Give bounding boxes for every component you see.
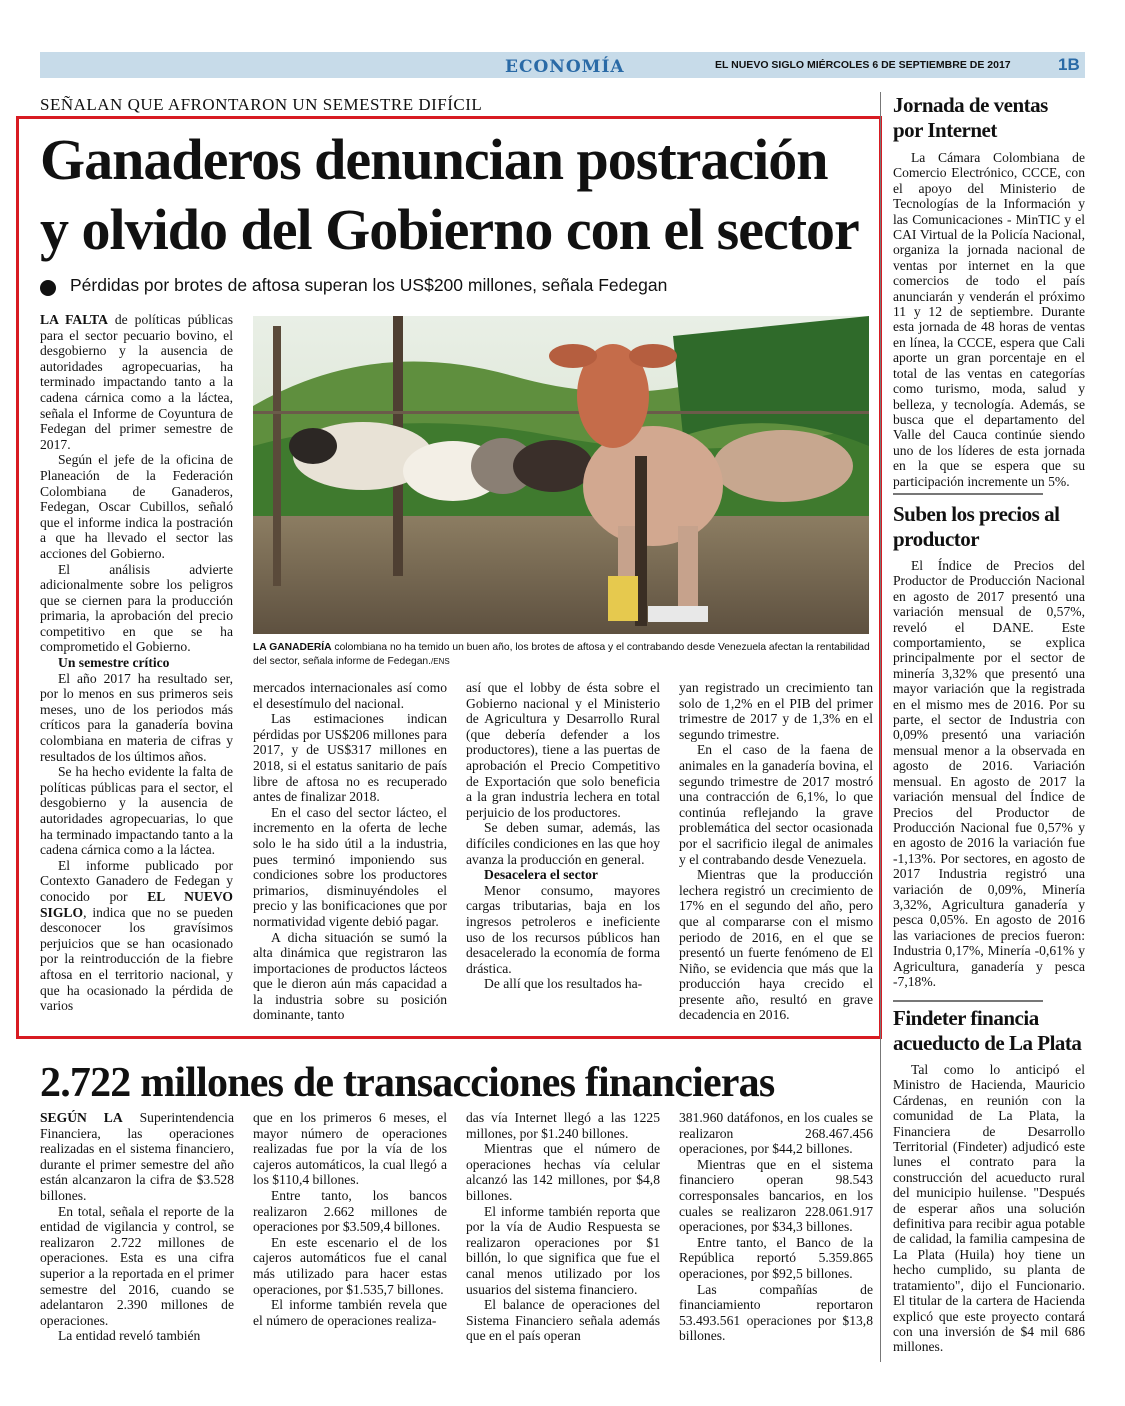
lead-in: LA FALTA xyxy=(40,312,108,327)
paragraph xyxy=(40,1110,234,1204)
paragraph: mercados internacionales así como el desestímulo del nacional. xyxy=(253,680,447,711)
bullet-icon xyxy=(40,280,56,296)
paragraph: Mientras que en el sistema financiero operan 98.543 corresponsales bancarios, en los cuales se realizaron 228.061.917 operaciones, por $34,3 billones. xyxy=(679,1156,873,1235)
cattle-photo xyxy=(253,316,869,634)
photo-credit: /ENS xyxy=(431,657,450,666)
paragraph: El Índice de Precios del Productor de Producción Nacional en agosto de 2017 presentó una variación mensual de 0,57%, reveló el DANE. Este comportamiento, se explica principalmente por el sector de minería 3,32% que presentó una mayor variación que la registrada en el mismo mes de 2016. Por su parte, el sector de Industria con 0,09% presentó una variación mensual menor a la observada en agosto de 2016. Variación mensual. En agosto de 2017 la variación mensual del Índice de Precios del Productor de Producción Nacional fue 0,57% y en agosto de 2016 la variación fue -1,13%. Por sectores, en agosto de 2017 Industria registró una variación de 0,09%, Minería 3,32%, Agricultura ganadería y pesca 0,05%. En agosto de 2016 las variaciones de precios fueron: Industria 0,17%, Minería -0,61% y Agricultura, ganadería y pesca -7,18%. xyxy=(893,558,1085,989)
paragraph: Se deben sumar, además, las difíciles condiciones en las que hoy avanza la producción en general. xyxy=(466,820,660,867)
newspaper-name: EL NUEVO SIGLO xyxy=(40,888,234,920)
paragraph: En este escenario el de los cajeros automáticos fue el canal más utilizado para hacer estas operaciones, por $1.535,7 billones. xyxy=(253,1234,447,1297)
article-column-3 xyxy=(466,680,660,992)
paragraph: En el caso del sector lácteo, el incremento en la oferta de leche solo le ha sido útil a la industria, pues terminó imponiendo sus condiciones sobre los productores primarios, disminuyéndoles el precio y las bonificaciones que por normatividad vigente debió pagar. xyxy=(253,804,447,929)
paragraph: El año 2017 ha resultado ser, por lo menos en sus primeros seis meses, uno de los periodos más críticos para la ganadería bovina colombiana en materia de cifras y resultados de los últimos años. xyxy=(40,670,233,764)
paragraph: Mientras que el número de operaciones hechas vía celular alcanzó las 142 millones, por $4,8 billones. xyxy=(466,1141,660,1203)
paragraph: En el caso de la faena de animales en la ganadería bovina, el segundo trimestre de 2017 mostró una contracción de 6,1%, lo que continúa reflejando la grave problemática del sector ocasionada por el sacrificio ilegal de animales y el contrabando desde Venezuela. xyxy=(679,742,873,867)
sidebar-text-3 xyxy=(893,1062,1085,1355)
paragraph xyxy=(40,312,233,452)
paragraph: La Cámara Colombiana de Comercio Electrónico, CCCE, con el apoyo del Ministerio de Tecnologías de la Información y las Comunicaciones - MinTIC y el CAI Virtual de la Policía Nacional, organiza la jornada nacional de ventas por internet en la que comercios de todo el país anunciarán y venderán el próximo 11 y 12 de septiembre. Durante esta jornada de 48 horas de ventas en línea, la CCCE, espera que Cali aporte un gran porcentaje en el total de las ventas en categorías como turismo, moda, salud y belleza, y tecnología. Además, se busca que el departamento del Valle del Cauca continúe siendo uno de los líderes de esta jornada en la que se espera que su participación incremente un 5%. xyxy=(893,150,1085,489)
caption-lead: LA GANADERÍA xyxy=(253,642,332,653)
sidebar-text-2 xyxy=(893,558,1085,989)
article-column-2 xyxy=(253,680,447,1023)
article-kicker: SEÑALAN QUE AFRONTARON UN SEMESTRE DIFÍCIL xyxy=(40,95,483,114)
photo-caption xyxy=(253,641,873,669)
paragraph: Se ha hecho evidente la falta de políticas públicas para el sector, el desgobierno y la ausencia de autoridades agropecuarias, lo que ha terminado impactando tanto a la cadena cárnica como a la láctea. xyxy=(40,764,233,858)
cattle-illustration xyxy=(253,316,869,634)
paragraph: El análisis advierte adicionalmente sobre los peligros que se ciernen para la producción primaria, la aprobación del precio competitivo en que se ha comprometido el Gobierno. xyxy=(40,561,233,655)
paragraph: así que el lobby de ésta sobre el Gobierno nacional y el Ministerio de Agricultura y Desarrollo Rural (que debería defender a los productores), tiene a las puertas de aprobación el Precio Competitivo de Exportación que solo beneficia a la gran industria lechera en total perjuicio de los productores. xyxy=(466,680,660,820)
sidebar-title-3: Findeter financia acueducto de La Plata xyxy=(893,1006,1082,1055)
paragraph: yan registrado un crecimiento tan solo de 1,2% en el PIB del primer trimestre de 2017 y de 1,3% en el segundo trimestre. xyxy=(679,680,873,742)
sidebar-title-1: Jornada de ventas por Internet xyxy=(893,93,1048,142)
paragraph-text: El informe publicado por Contexto Ganadero de Fedegan y conocido por xyxy=(40,857,233,904)
masthead-date: EL NUEVO SIGLO MIÉRCOLES 6 DE SEPTIEMBRE DE 2017 xyxy=(715,59,1011,71)
article-column-1 xyxy=(40,312,233,1014)
paragraph: Según el jefe de la oficina de Planeación de la Federación Colombiana de Ganaderos, Fedegan, Oscar Cubillos, señaló que el informe indica la postración a que ha llevado el sector las acciones del Gobierno. xyxy=(40,452,233,561)
paragraph: El balance de operaciones del Sistema Financiero señala además que en el país operan xyxy=(466,1297,660,1344)
paragraph: das vía Internet llegó a las 1225 millones, por $1.240 billones. xyxy=(466,1110,660,1141)
sidebar-text-1 xyxy=(893,150,1085,489)
paragraph: En total, señala el reporte de la entidad de vigilancia y control, se realizaron 2.722 millones de operaciones. Esta es una cifra superior a la reportada en el primer semestre del 2016, cuando se adelantaron 2.390 millones de operaciones. xyxy=(40,1203,234,1328)
second-column-1 xyxy=(40,1110,234,1344)
paragraph: A dicha situación se sumó la alta dinámica que registraron las importaciones de productos lácteos que le dieron aún más capacidad a la industria sobre su posición dominante, tanto xyxy=(253,929,447,1023)
lead-in: SEGÚN LA xyxy=(40,1110,123,1125)
paragraph: Tal como lo anticipó el Ministro de Hacienda, Mauricio Cárdenas, en reunión con la comunidad de La Plata, la Financiera de Desarrollo Territorial (Findeter) adjudicó este lunes el contrato para la construcción del acueducto rural del municipio huilense. "Después de esperar años una solución definitiva para recibir agua potable de calidad, la familia campesina de La Plata (Huila) hoy tiene un hecho cumplido, su planta de tratamiento", dijo el Funcionario. El titular de la cartera de Hacienda explicó que este proyecto contará con una inversión de $4 mil 686 millones. xyxy=(893,1062,1085,1355)
paragraph-text: de políticas públicas para el sector pecuario bovino, el desgobierno y la ausencia de autoridades agropecuarias, ha terminado impactando tanto a la cadena cárnica como a la láctea, señala el Informe de Coyuntura de Fedegan del primer semestre de 2017. xyxy=(40,312,233,452)
headline-line-2: y olvido del Gobierno con el sector xyxy=(40,197,859,262)
second-column-2 xyxy=(253,1110,447,1328)
paragraph: Mientras que la producción lechera registró un crecimiento de 17% en el segundo del año, pero que al compararse con el mismo periodo de 2016, en el que se presentó un fuerte fenómeno de El Niño, se evidencia que más que la producción haya crecido el presente año, resultó en grave decadencia en 2016. xyxy=(679,867,873,1023)
headline-line-1: Ganaderos denuncian postración xyxy=(40,127,828,192)
paragraph: que en los primeros 6 meses, el mayor número de operaciones realizadas fue por la vía de los cajeros automáticos, la cual llegó a los $110,4 billones. xyxy=(253,1110,447,1188)
paragraph: 381.960 datáfonos, en los cuales se realizaron 268.467.456 operaciones, por $44,2 billones. xyxy=(679,1110,873,1157)
paragraph: El informe también reporta que por la vía de Audio Respuesta se realizaron operaciones por $1 billón, lo que significa que fue el canal menos utilizado por los usuarios del sistema financiero. xyxy=(466,1203,660,1297)
subheadline: Pérdidas por brotes de aftosa superan los US$200 millones, señala Fedegan xyxy=(70,275,668,295)
page-number: 1B xyxy=(1058,55,1080,74)
paragraph: Las compañías de financiamiento reportaron 53.493.561 operaciones por $13,8 billones. xyxy=(679,1281,873,1344)
sidebar-divider xyxy=(880,92,881,1362)
paragraph: Las estimaciones indican pérdidas por US$206 millones para 2017, y de US$317 millones en 2018, si el estatus sanitario de país libre de aftosa no es recuperado antes de finalizar 2018. xyxy=(253,711,447,805)
caption-text: colombiana no ha temido un buen año, los brotes de aftosa y el contrabando desde Venezuela afectan la rentabilidad del sector, señala informe de Fedegan. xyxy=(253,642,870,667)
paragraph-text: Superintendencia Financiera, las operaciones realizadas en el sistema financiero, durante el primer semestre del año están alcanzaron la cifra de $3.528 billones. xyxy=(40,1110,234,1203)
second-column-3 xyxy=(466,1110,660,1344)
second-headline: 2.722 millones de transacciones financieras xyxy=(40,1060,775,1106)
second-column-4 xyxy=(679,1110,873,1344)
article-column-4 xyxy=(679,680,873,1023)
sidebar-rule-1 xyxy=(893,493,1043,495)
section-subhead: Un semestre crítico xyxy=(58,655,170,671)
sidebar-rule-2 xyxy=(893,1000,1043,1002)
paragraph: Entre tanto, el Banco de la República reportó 5.359.865 operaciones, por $92,5 billones. xyxy=(679,1234,873,1281)
paragraph xyxy=(40,858,233,1014)
paragraph: La entidad reveló también xyxy=(58,1328,201,1344)
paragraph: De allí que los resultados ha- xyxy=(484,976,643,992)
paragraph: Entre tanto, los bancos realizaron 2.662 millones de operaciones por $3.509,4 billones. xyxy=(253,1187,447,1235)
paragraph: El informe también revela que el número de operaciones realiza- xyxy=(253,1297,447,1328)
sidebar-title-2: Suben los precios al productor xyxy=(893,502,1060,551)
section-label: ECONOMÍA xyxy=(505,57,625,77)
paragraph-text: , indica que no se pueden desconocer los gravísimos perjuicios que se han ocasionado por la reintroducción de la fiebre aftosa en el territorio nacional, y que ha ocasionado la pérdida de varios xyxy=(40,904,233,1014)
section-subhead: Desacelera el sector xyxy=(484,867,598,883)
paragraph: Menor consumo, mayores cargas tributarias, baja en los ingresos petroleros e ineficiente uso de los recursos públicos han desacelerado la economía de forma drástica. xyxy=(466,882,660,976)
